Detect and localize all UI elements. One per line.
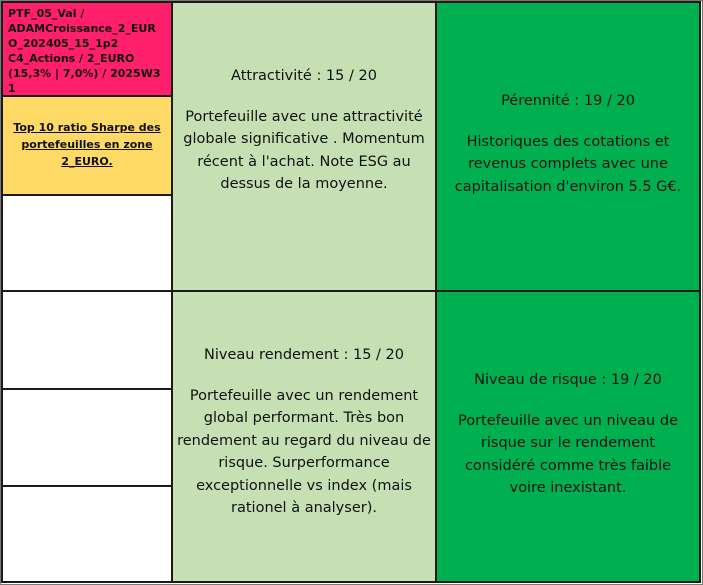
empty-cell-4 [1,485,173,583]
rendement-cell [171,290,437,583]
attractivite-cell [171,1,437,292]
perennite-text: Historiques des cotations et revenus complets avec une capitalisation d'environ 5.5 G€. [454,133,682,195]
portfolio-id-label: PTF_05_Val / ADAMCroissance_2_EUR O_202405_15_1p2 C4_Actions / 2_EURO (15,3% | 7,0%) / 2025W31 [8,7,161,95]
top10-cell [1,95,173,196]
empty-cell-3 [1,388,173,487]
perennite-title: Pérennité : 19 / 20 [501,93,635,109]
risque-text: Portefeuille avec un niveau de risque sur le rendement considéré comme très faible voire inexistant. [458,412,678,496]
top10-sharpe-link[interactable]: Top 10 ratio Sharpe des portefeuilles en zone 2_EURO. [13,121,161,168]
empty-cell-2 [1,290,173,390]
risque-title: Niveau de risque : 19 / 20 [474,372,662,388]
rendement-title: Niveau rendement : 15 / 20 [204,347,404,363]
portfolio-id-cell [1,1,173,97]
rendement-text: Portefeuille avec un rendement global performant. Très bon rendement au regard du niveau de risque. Surperformance exceptionnelle vs index (mais rationel à analyser). [177,387,431,516]
risque-cell [435,290,701,583]
perennite-cell [435,1,701,292]
empty-cell-1 [1,194,173,292]
attractivite-text: Portefeuille avec une attractivité globale significative . Momentum récent à l'achat. Note ESG au dessus de la moyenne. [183,108,425,192]
attractivite-title: Attractivité : 15 / 20 [231,68,377,84]
